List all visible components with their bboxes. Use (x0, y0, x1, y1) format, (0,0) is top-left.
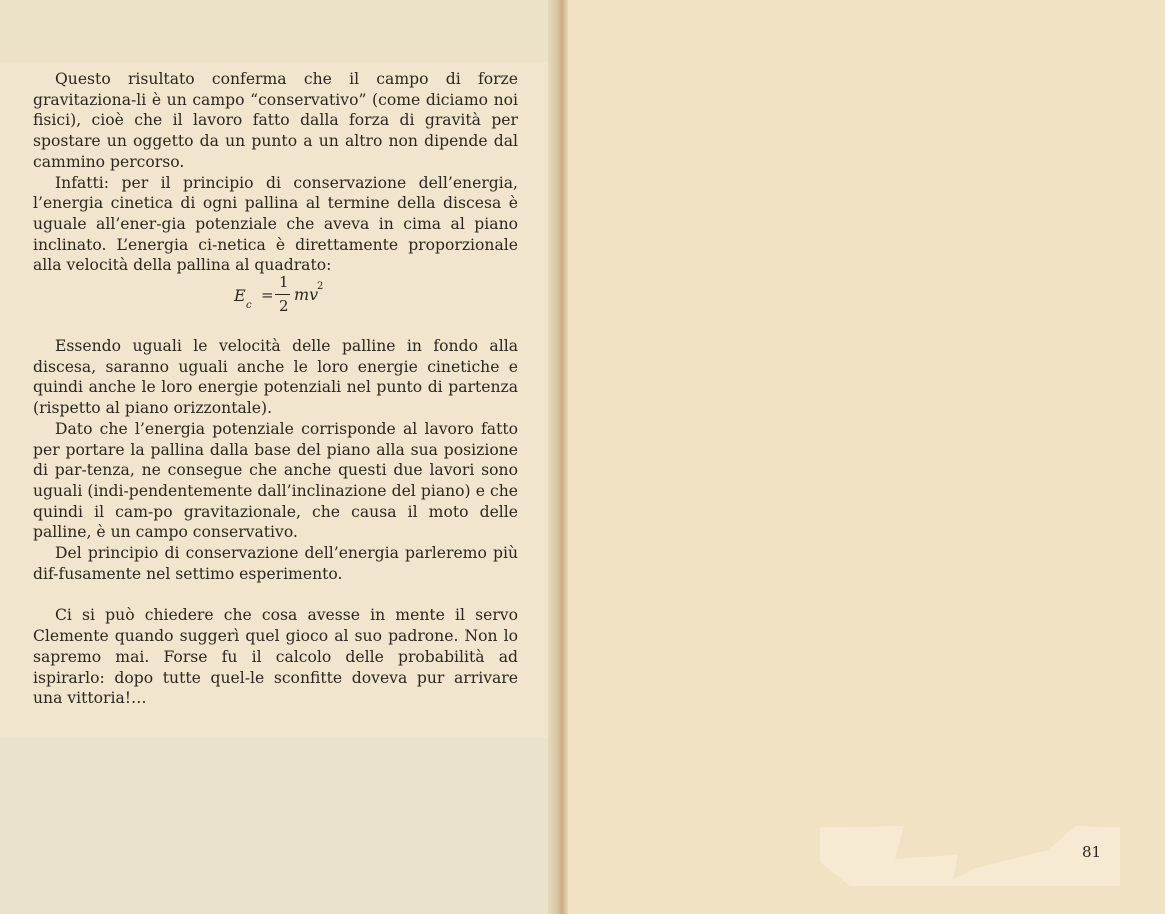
formula-symbol: E (234, 286, 246, 306)
formula-term: mv (294, 285, 319, 305)
paragraph-2: Infatti: per il principio di conservazione dell’energia, l’energia cinetica di ogni pallina al termine della discesa è uguale all’ener-gia potenziale che aveva in cima al piano inclinato. L’energia ci-netica è direttamente proporzionale alla velocità della pallina al quadrato: (33, 173, 518, 275)
page-number: 81 (1082, 843, 1102, 861)
paragraph-4: Dato che l’energia potenziale corrisponde al lavoro fatto per portare la pallina dalla base del piano alla sua posizione di par-tenza, ne consegue che anche questi due lavori sono uguali (indi-pendentemente dall’inclinazione del piano) e che quindi il cam-po gravitazionale, che causa il moto delle palline, è un campo conservativo. (33, 419, 518, 542)
kinetic-energy-formula (33, 273, 518, 336)
book-gutter (548, 0, 568, 914)
right-page (568, 0, 1165, 914)
fraction-bar (275, 294, 290, 295)
paragraph-3: Essendo uguali le velocità delle palline in fondo alla discesa, saranno uguali anche le loro energie cinetiche e quindi anche le loro energie potenziali nel punto di partenza (rispetto al piano orizzontale). (33, 337, 518, 418)
formula-numerator: 1 (279, 273, 289, 292)
paragraph-5: Del principio di conservazione dell’energia parleremo più dif-fusamente nel settimo esperimento. (33, 544, 518, 583)
paragraph-1: Questo risultato conferma che il campo di forze gravitaziona-li è un campo “conservativo” (come diciamo noi fisici), cioè che il lavoro fatto dalla forza di gravità per spostare un oggetto da un punto a un altro non dipende dal cammino percorso. (33, 70, 518, 171)
top-margin-strip (0, 0, 548, 62)
body-text (33, 69, 518, 709)
formula-exponent: 2 (317, 281, 324, 293)
paragraph-6: Ci si può chiedere che cosa avesse in mente il servo Clemente quando suggerì quel gioco al suo padrone. Non lo sapremo mai. Forse fu il calcolo delle probabilità ad ispirarlo: dopo tutte quel-le sconfitte doveva pur arrivare una vittoria!… (33, 606, 518, 708)
formula-subscript: c (246, 300, 252, 312)
formula-equals: = (261, 286, 274, 305)
formula-denominator: 2 (279, 297, 289, 316)
